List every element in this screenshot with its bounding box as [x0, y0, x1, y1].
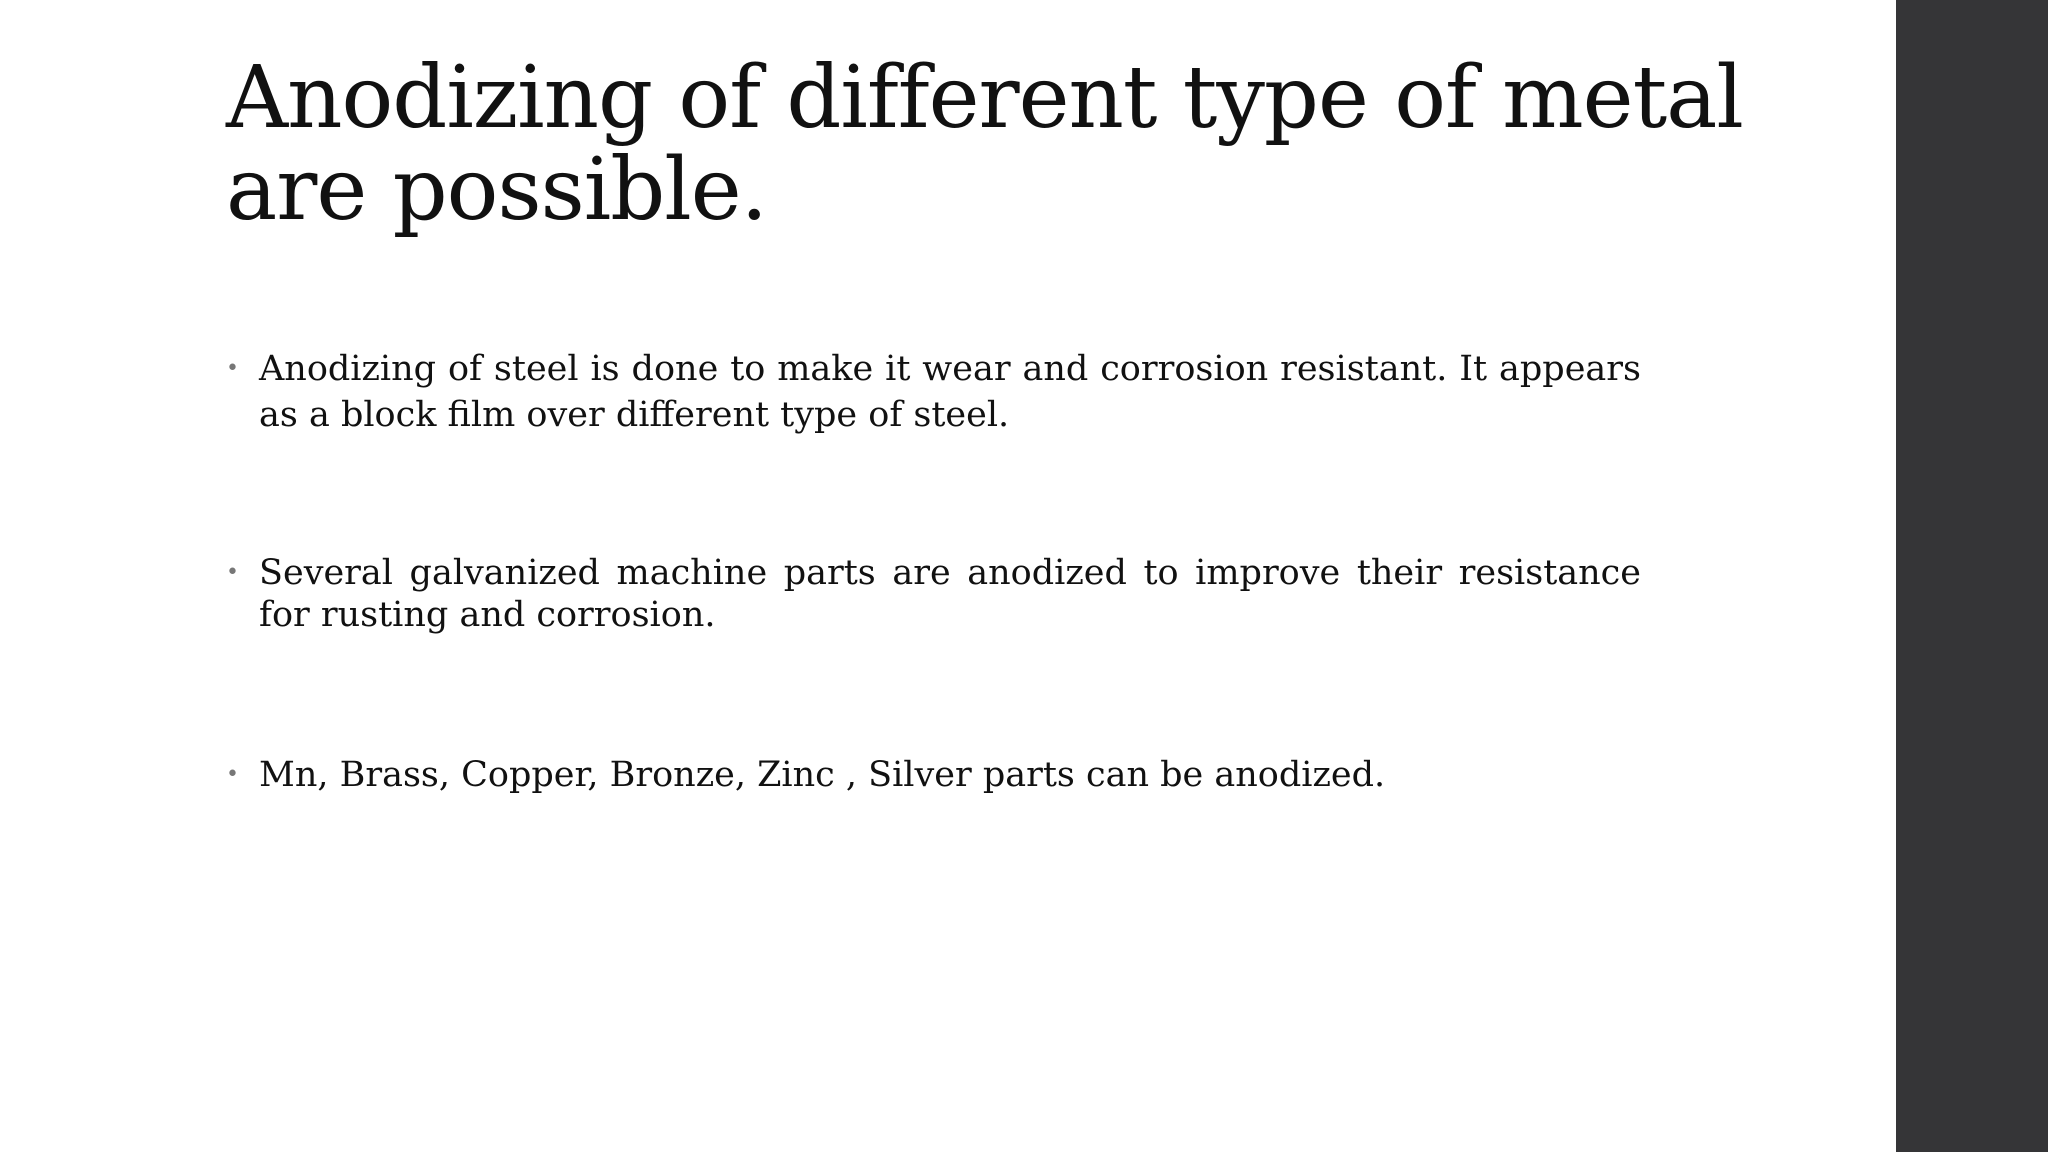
- bullet-text: Several galvanized machine parts are anodized to improve their resistance for rusting and corrosion.: [259, 553, 1641, 635]
- side-panel: [1896, 0, 2048, 1152]
- slide-title: Anodizing of different type of metal are possible.: [226, 48, 1743, 240]
- bullet-item: [226, 346, 1641, 438]
- bullet-icon: •: [226, 356, 239, 381]
- bullet-text: Anodizing of steel is done to make it wear and corrosion resistant. It appears as a block film over different type of steel.: [259, 349, 1641, 435]
- bullet-item: [226, 752, 1641, 798]
- bullet-item: [226, 552, 1641, 636]
- bullet-list: [226, 346, 1641, 798]
- bullet-icon: •: [226, 560, 239, 585]
- bullet-icon: •: [226, 762, 239, 787]
- bullet-text: Mn, Brass, Copper, Bronze, Zinc , Silver parts can be anodized.: [259, 755, 1386, 795]
